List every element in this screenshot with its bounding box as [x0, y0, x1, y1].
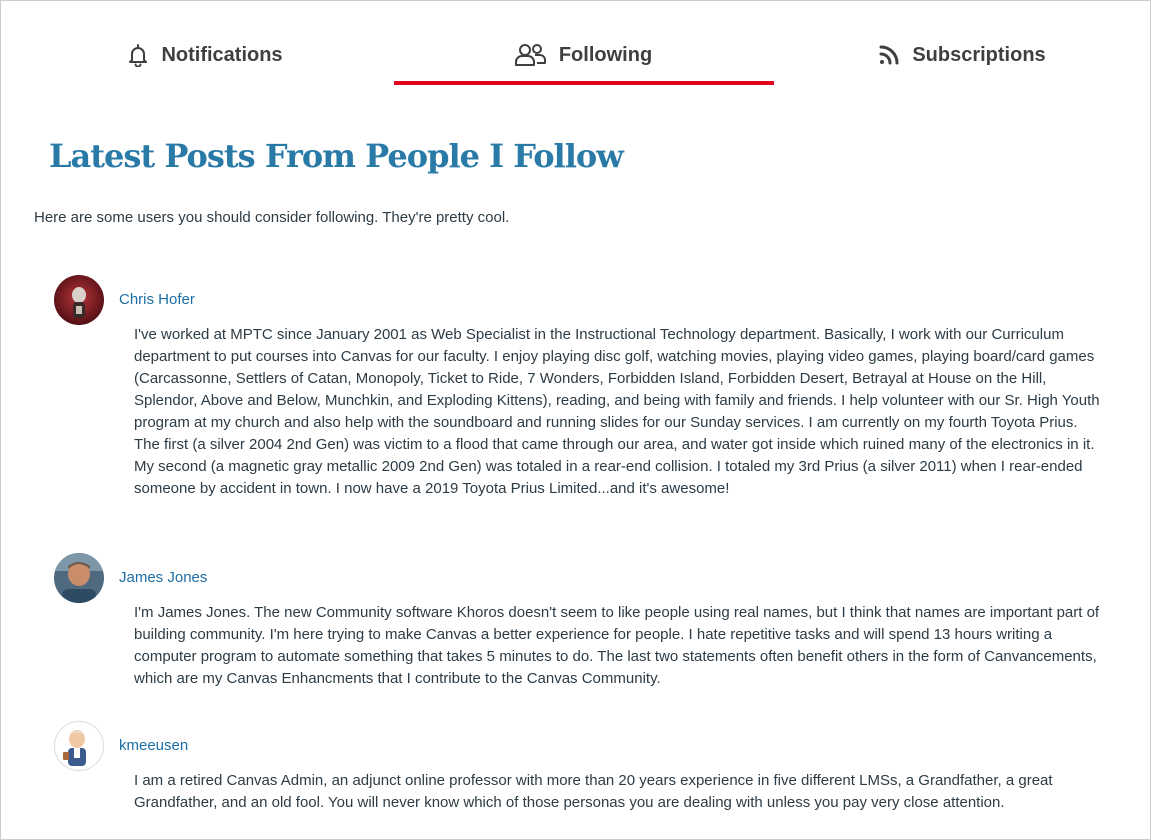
people-icon: [515, 43, 547, 67]
tab-notifications[interactable]: [1, 37, 409, 73]
avatar[interactable]: [54, 553, 104, 603]
tab-following-label: Following: [558, 43, 653, 66]
user-bio: I'm James Jones. The new Community software Khoros doesn't seem to like people using real names, but I think that names are important part of building community. I'm here trying to make Canvas a better experience for people. I hate repetitive tasks and will spend 13 hours writing a computer program to automate something that takes 5 minutes to do. The last two statements often benefit others in the form of Canvancements, which are my Canvas Enhancments that I contribute to the Canvas Community.: [134, 604, 1100, 687]
user-name-link[interactable]: kmeeusen: [119, 737, 189, 754]
tab-notifications-label: Notifications: [161, 43, 283, 66]
user-name-link[interactable]: James Jones: [119, 569, 208, 586]
rss-icon: [878, 44, 900, 66]
bell-icon: [127, 43, 149, 67]
tab-bar: [1, 1, 1150, 91]
tab-subscriptions[interactable]: [774, 37, 1150, 73]
active-tab-indicator: [394, 81, 774, 85]
tab-subscriptions-label: Subscriptions: [912, 43, 1046, 66]
tab-following[interactable]: [393, 37, 774, 73]
user-bio: I am a retired Canvas Admin, an adjunct online professor with more than 20 years experience in five different LMSs, a Grandfather, a great Grandfather, and an old fool. You will never know which of those personas you are dealing with unless you pay very close attention.: [134, 772, 1053, 811]
page-title: Latest Posts From People I Follow: [49, 137, 623, 175]
avatar[interactable]: [54, 721, 104, 771]
avatar[interactable]: [54, 275, 104, 325]
user-name-link[interactable]: Chris Hofer: [119, 291, 195, 308]
intro-text: Here are some users you should consider following. They're pretty cool.: [34, 209, 510, 226]
user-bio: I've worked at MPTC since January 2001 as Web Specialist in the Instructional Technology department. Basically, I work with our Curriculum department to put courses into Canvas for our faculty. I enjoy playing disc golf, watching movies, playing video games, playing board/card games (Carcassonne, Settlers of Catan, Monopoly, Ticket to Ride, 7 Wonders, Forbidden Island, Forbidden Desert, Betrayal at House on the Hill, Splendor, Above and Below, Munchkin, and Exploding Kittens), reading, and being with family and friends. I help volunteer with our Sr. High Youth program at my church and also help with the soundboard and running slides for our Sunday services. I am currently on my fourth Toyota Prius. The first (a silver 2004 2nd Gen) was victim to a flood that came through our area, and water got inside which ruined many of the electronics in it. My second (a magnetic gray metallic 2009 2nd Gen) was totaled in a rear-end collision. I totaled my 3rd Prius (a silver 2011) when I rear-ended someone by accident in town. I now have a 2019 Toyota Prius Limited...and it's awesome!: [134, 326, 1100, 497]
